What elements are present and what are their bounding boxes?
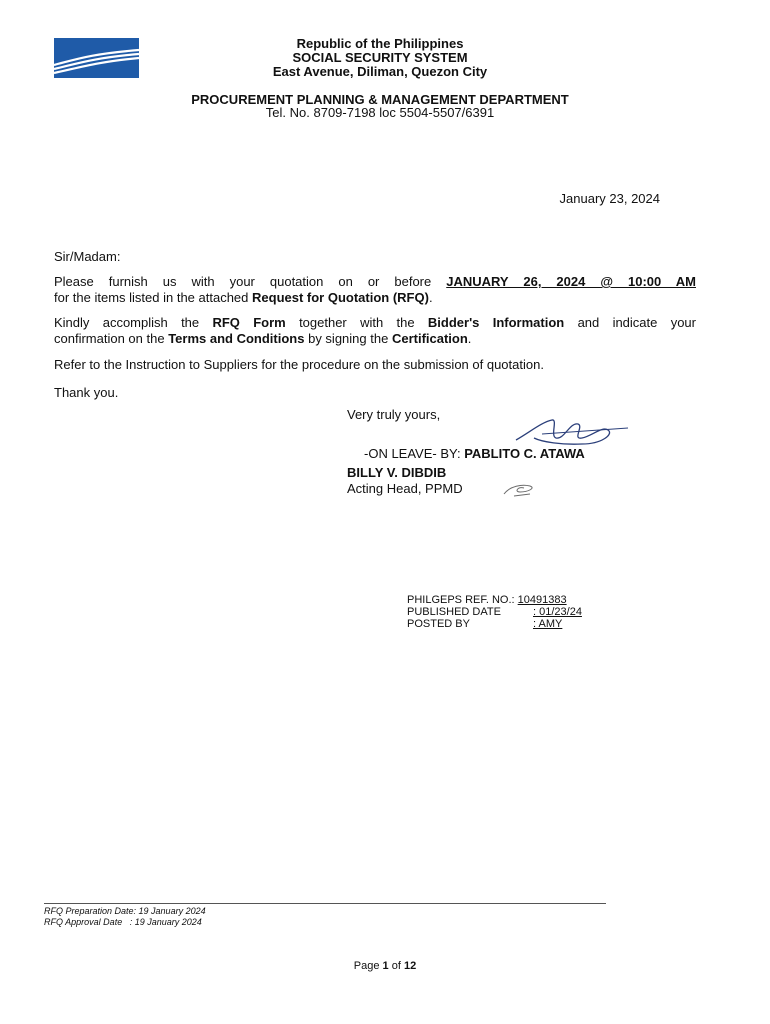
- p2-text-a: Kindly accomplish the: [54, 315, 200, 330]
- paragraph-1-line-1: [54, 274, 696, 290]
- signatory-name: BILLY V. DIBDIB: [347, 465, 447, 480]
- signatory-title: Acting Head, PPMD: [347, 481, 463, 496]
- header-tel: Tel. No. 8709-7198 loc 5504-5507/6391: [265, 105, 495, 120]
- posted-value: : AMY: [533, 618, 563, 630]
- posted-label: POSTED BY: [407, 618, 470, 630]
- paragraph-2-line-2: [54, 331, 696, 347]
- p1-text-a: Please furnish us with your quotation on or before: [54, 274, 432, 289]
- paragraph-1-line-2: [54, 290, 696, 306]
- signature-icon: [512, 414, 632, 450]
- published-label: PUBLISHED DATE: [407, 606, 501, 618]
- paragraph-1: [54, 274, 696, 306]
- published-row: [407, 606, 582, 618]
- closing: Very truly yours,: [347, 407, 441, 422]
- salutation: Sir/Madam:: [54, 249, 121, 264]
- p2-text-d: confirmation on the: [54, 331, 165, 346]
- terms-label: Terms and Conditions: [168, 331, 305, 346]
- certification-label: Certification: [391, 331, 468, 346]
- p2-text-c: and indicate your: [577, 315, 696, 330]
- reference-block: [407, 594, 582, 630]
- p2-text-b: together with the: [299, 315, 415, 330]
- paragraph-2-line-1: [54, 315, 696, 331]
- rfq-form-label: RFQ Form: [212, 315, 286, 330]
- footer-divider: [44, 903, 606, 904]
- philgeps-row: [407, 594, 582, 606]
- p1-end: .: [428, 290, 433, 305]
- posted-row: [407, 618, 582, 630]
- page-total: 12: [403, 960, 417, 972]
- paragraph-3: Refer to the Instruction to Suppliers for the procedure on the submission of quotation.: [54, 357, 544, 372]
- paragraph-2: [54, 315, 696, 347]
- p2-end: .: [467, 331, 472, 346]
- header-department: PROCUREMENT PLANNING & MANAGEMENT DEPARTMENT: [191, 92, 569, 107]
- initials-icon: [500, 480, 540, 500]
- on-leave-line: [364, 446, 585, 462]
- page-word: Page: [353, 960, 380, 972]
- header-agency: SOCIAL SECURITY SYSTEM: [292, 50, 468, 65]
- published-value: : 01/23/24: [533, 606, 582, 618]
- p2-text-e: by signing the: [308, 331, 389, 346]
- on-leave-text: -ON LEAVE- BY:: [364, 446, 461, 461]
- rfq-approval-date: RFQ Approval Date : 19 January 2024: [44, 917, 202, 927]
- page-current: 1: [382, 960, 389, 972]
- deadline: JANUARY 26, 2024 @ 10:00 AM: [446, 274, 696, 289]
- rfq-preparation-date: RFQ Preparation Date: 19 January 2024: [44, 906, 206, 916]
- bidder-info-label: Bidder's Information: [427, 315, 565, 330]
- thank-you: Thank you.: [54, 385, 119, 400]
- letter-date: January 23, 2024: [559, 191, 660, 206]
- header-address: East Avenue, Diliman, Quezon City: [272, 64, 488, 79]
- by-name: PABLITO C. ATAWA: [464, 446, 585, 461]
- philgeps-label: PHILGEPS REF. NO.:: [407, 594, 515, 606]
- philgeps-value: 10491383: [517, 594, 567, 606]
- p1-text-b: for the items listed in the attached: [54, 290, 249, 305]
- page-of: of: [391, 960, 401, 972]
- sss-logo-icon: [54, 38, 139, 78]
- rfq-label: Request for Quotation (RFQ): [252, 290, 429, 305]
- header-republic: Republic of the Philippines: [296, 36, 464, 51]
- page-number: [0, 960, 770, 972]
